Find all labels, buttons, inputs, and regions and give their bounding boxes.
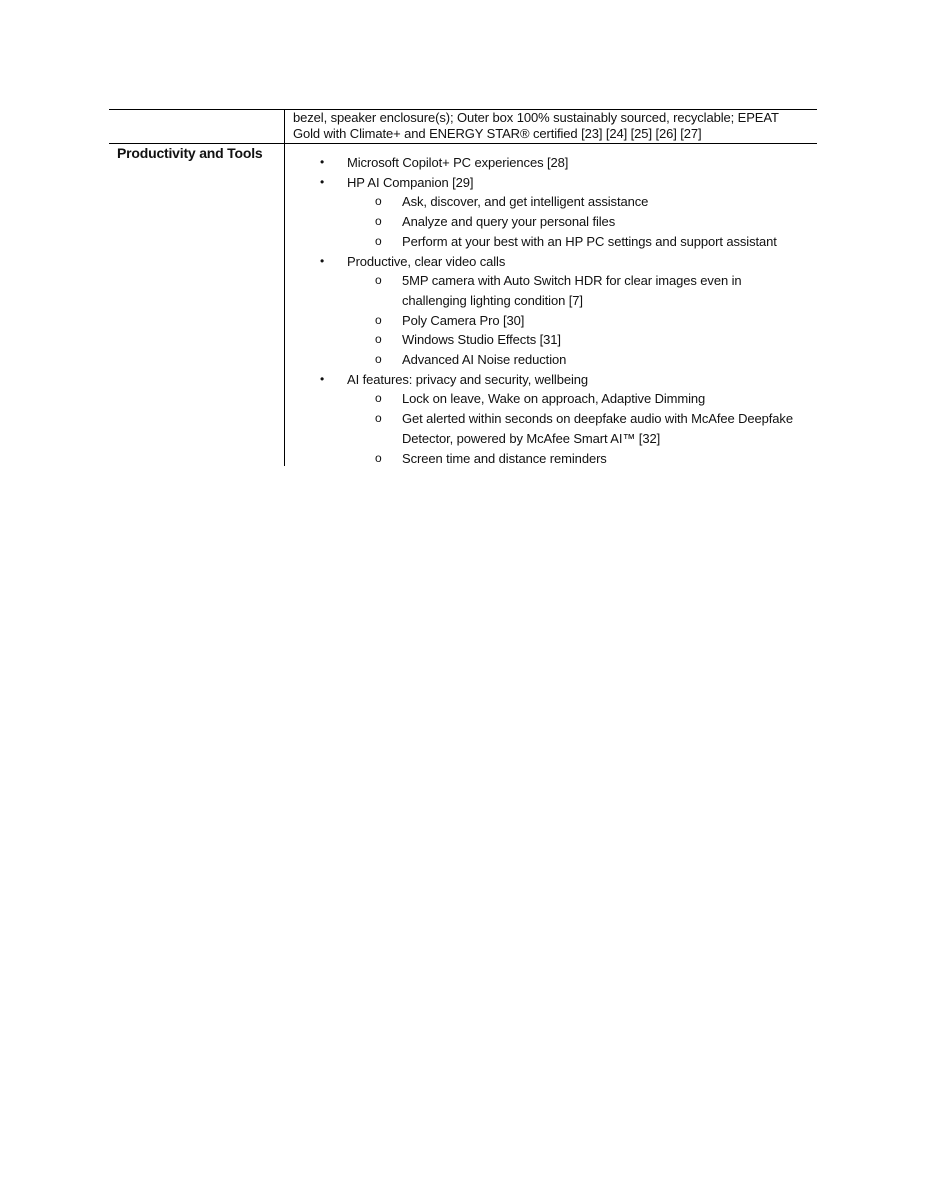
sub-list-item (293, 271, 809, 310)
item-label: Productive, clear video calls (347, 253, 506, 269)
sub-item-label: Screen time and distance reminders (402, 450, 607, 466)
item-label: AI features: privacy and security, wellbeing (347, 371, 589, 387)
row-label-empty (109, 110, 285, 143)
sub-item-label: Analyze and query your personal files (402, 214, 616, 230)
sub-item-label: Get alerted within seconds on deepfake audio with McAfee Deepfake Detector, powered by McAfee Smart AI™ [32] (402, 411, 793, 446)
circle-bullet-icon: o (375, 391, 382, 406)
list-item-text (293, 153, 809, 173)
sub-list (293, 389, 809, 468)
bullet-icon: • (320, 371, 325, 386)
sub-list-item (293, 232, 809, 252)
sub-item-label: Advanced AI Noise reduction (402, 352, 567, 368)
sub-list-item (293, 330, 809, 350)
circle-bullet-icon: o (375, 312, 382, 327)
item-label: HP AI Companion [29] (347, 174, 474, 190)
sub-list-item (293, 350, 809, 370)
list-item-text (293, 252, 809, 272)
table-row (109, 109, 817, 144)
list-item (293, 153, 809, 173)
sub-item-text (293, 330, 809, 350)
list-item-text (293, 370, 809, 390)
circle-bullet-icon: o (375, 273, 382, 288)
sustainability-text: bezel, speaker enclosure(s); Outer box 100% sustainably sourced, recyclable; EPEAT Gold with Climate+ and ENERGY STAR® certified [23] [24] [25] [26] [27] (293, 110, 779, 141)
sub-list-item (293, 409, 809, 448)
productivity-content (285, 144, 817, 466)
circle-bullet-icon: o (375, 411, 382, 426)
list-item-text (293, 173, 809, 193)
sub-item-label: Ask, discover, and get intelligent assistance (402, 194, 649, 210)
circle-bullet-icon: o (375, 233, 382, 248)
spec-table (109, 109, 817, 466)
bullet-icon: • (320, 155, 325, 169)
list-item (293, 252, 809, 370)
sub-item-text (293, 212, 809, 232)
sub-item-label: Perform at your best with an HP PC settings and support assistant (402, 233, 777, 249)
bullet-icon: • (320, 253, 325, 268)
sub-list-item (293, 212, 809, 232)
item-label: Microsoft Copilot+ PC experiences [28] (347, 155, 569, 170)
sub-item-label: Lock on leave, Wake on approach, Adaptive Dimming (402, 391, 706, 407)
circle-bullet-icon: o (375, 194, 382, 209)
sub-list-item (293, 192, 809, 212)
list-item (293, 370, 809, 469)
sub-list-item (293, 311, 809, 331)
sub-list (293, 192, 809, 251)
feature-list (293, 153, 809, 468)
sub-item-text (293, 271, 809, 310)
sub-item-label: Poly Camera Pro [30] (402, 312, 525, 328)
sub-list-item (293, 449, 809, 469)
table-row (109, 144, 817, 466)
sub-item-text (293, 389, 809, 409)
circle-bullet-icon: o (375, 214, 382, 229)
sub-item-text (293, 232, 809, 252)
productivity-label: Productivity and Tools (109, 144, 285, 466)
list-item (293, 173, 809, 252)
sub-item-text (293, 449, 809, 469)
sub-item-text (293, 192, 809, 212)
circle-bullet-icon: o (375, 450, 382, 465)
circle-bullet-icon: o (375, 332, 382, 347)
sub-list (293, 271, 809, 370)
sub-item-text (293, 350, 809, 370)
sub-item-text (293, 409, 809, 448)
sub-list-item (293, 389, 809, 409)
sub-item-text (293, 311, 809, 331)
bullet-icon: • (320, 174, 325, 189)
circle-bullet-icon: o (375, 352, 382, 367)
sub-item-label: 5MP camera with Auto Switch HDR for clear images even in challenging lighting condition [7] (402, 273, 742, 308)
sub-item-label: Windows Studio Effects [31] (402, 332, 561, 348)
